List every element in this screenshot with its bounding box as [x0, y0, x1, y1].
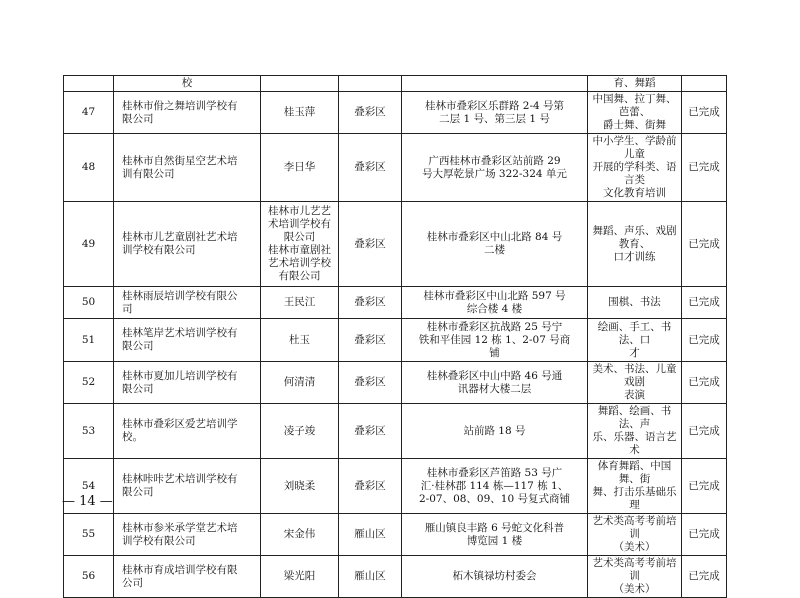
row-number: 56 [64, 556, 114, 598]
district: 雁山区 [339, 514, 402, 556]
district: 叠彩区 [339, 362, 402, 404]
row-number: 49 [64, 202, 114, 287]
training-content: 美术、书法、儿童戏剧 表演 [588, 362, 682, 404]
header-cell: 育、舞蹈 [588, 76, 682, 92]
table-row [64, 404, 727, 459]
training-content: 中小学生、学龄前儿童 开展的学科类、语言类 文化教育培训 [588, 134, 682, 202]
rectification-status: 已完成 [682, 319, 727, 362]
rectification-status: 已完成 [682, 134, 727, 202]
training-content: 绘画、手工、书法、口 才 [588, 319, 682, 362]
institution-name: 桂林市叠彩区爱艺培训学 校。 [114, 404, 261, 459]
district: 叠彩区 [339, 319, 402, 362]
row-number: 52 [64, 362, 114, 404]
institution-name: 桂林市参米承学堂艺术培 训学校有限公司 [114, 514, 261, 556]
row-number: 47 [64, 92, 114, 134]
row-number: 51 [64, 319, 114, 362]
address: 柘木镇禄坊村委会 [402, 556, 588, 598]
legal-person: 刘晓柔 [261, 459, 339, 514]
district: 叠彩区 [339, 404, 402, 459]
table-row [64, 92, 727, 134]
header-cell: 校 [114, 76, 261, 92]
rectification-status: 已完成 [682, 202, 727, 287]
legal-person: 李日华 [261, 134, 339, 202]
row-number: 54 [64, 459, 114, 514]
district: 叠彩区 [339, 92, 402, 134]
address: 站前路 18 号 [402, 404, 588, 459]
address: 桂林叠彩区中山中路 46 号通 讯器材大楼二层 [402, 362, 588, 404]
training-content: 体育舞蹈、中国舞、街 舞、打击乐基础乐理 [588, 459, 682, 514]
legal-person: 何清清 [261, 362, 339, 404]
rectification-status: 已完成 [682, 459, 727, 514]
header-cell [64, 76, 114, 92]
address: 雁山镇良丰路 6 号蛇文化科普 博览园 1 楼 [402, 514, 588, 556]
district: 叠彩区 [339, 459, 402, 514]
continued-header-row [64, 76, 727, 92]
rectification-status: 已完成 [682, 404, 727, 459]
institution-name: 桂林市育成培训学校有限 公司 [114, 556, 261, 598]
table-row [64, 134, 727, 202]
training-content: 舞蹈、绘画、书法、声 乐、乐器、语言艺术 [588, 404, 682, 459]
table-row [64, 362, 727, 404]
legal-person: 梁光阳 [261, 556, 339, 598]
row-number: 55 [64, 514, 114, 556]
district: 雁山区 [339, 556, 402, 598]
table-row [64, 459, 727, 514]
institution-name: 桂林市佾之舞培训学校有 限公司 [114, 92, 261, 134]
header-cell [402, 76, 588, 92]
page-number: — 14 — [62, 494, 113, 509]
address: 广西桂林市叠彩区站前路 29 号大厚乾景广场 322-324 单元 [402, 134, 588, 202]
header-cell [261, 76, 339, 92]
institution-name: 桂林市夏加儿培训学校有 限公司 [114, 362, 261, 404]
legal-person: 桂玉萍 [261, 92, 339, 134]
table-row [64, 514, 727, 556]
address: 桂林市叠彩区中山北路 84 号 二楼 [402, 202, 588, 287]
institution-name: 桂林市自然街星空艺术培 训有限公司 [114, 134, 261, 202]
rectification-status: 已完成 [682, 362, 727, 404]
header-cell [682, 76, 727, 92]
rectification-status: 已完成 [682, 92, 727, 134]
address: 桂林市叠彩区中山北路 597 号 综合楼 4 楼 [402, 287, 588, 319]
table-row [64, 287, 727, 319]
legal-person: 桂林市儿艺艺 术培训学校有 限公司 桂林市童剧社 艺术培训学校 有限公司 [261, 202, 339, 287]
institution-name: 桂林雨辰培训学校有限公 司 [114, 287, 261, 319]
address: 桂林市叠彩区抗战路 25 号宁 铁和平佳园 12 栋 1、2-07 号商 铺 [402, 319, 588, 362]
training-content: 围棋、书法 [588, 287, 682, 319]
institution-table [63, 75, 727, 598]
row-number: 53 [64, 404, 114, 459]
rectification-status: 已完成 [682, 556, 727, 598]
rectification-status: 已完成 [682, 287, 727, 319]
institution-name: 桂林笔岸艺术培训学校有 限公司 [114, 319, 261, 362]
legal-person: 王民江 [261, 287, 339, 319]
address: 桂林市叠彩区芦笛路 53 号广 汇·桂林郡 114 栋—117 栋 1、 2-07、08、09、10 号复式商铺 [402, 459, 588, 514]
address: 桂林市叠彩区乐群路 2-4 号第 二层 1 号、第三层 1 号 [402, 92, 588, 134]
institution-name: 桂林市儿艺童剧社艺术培 训学校有限公司 [114, 202, 261, 287]
training-content: 舞蹈、声乐、戏剧教育、 口才训练 [588, 202, 682, 287]
district: 叠彩区 [339, 134, 402, 202]
row-number: 50 [64, 287, 114, 319]
district: 叠彩区 [339, 287, 402, 319]
header-cell [339, 76, 402, 92]
district: 叠彩区 [339, 202, 402, 287]
legal-person: 宋金伟 [261, 514, 339, 556]
row-number: 48 [64, 134, 114, 202]
legal-person: 杜玉 [261, 319, 339, 362]
table-body [64, 76, 727, 598]
rectification-status: 已完成 [682, 514, 727, 556]
table-row [64, 556, 727, 598]
training-content: 中国舞、拉丁舞、芭蕾、 爵士舞、街舞 [588, 92, 682, 134]
training-content: 艺术类高考考前培训 （美术） [588, 514, 682, 556]
table-row [64, 202, 727, 287]
institution-name: 桂林咔咔艺术培训学校有 限公司 [114, 459, 261, 514]
training-content: 艺术类高考考前培训 （美术） [588, 556, 682, 598]
table-row [64, 319, 727, 362]
legal-person: 凌子竣 [261, 404, 339, 459]
